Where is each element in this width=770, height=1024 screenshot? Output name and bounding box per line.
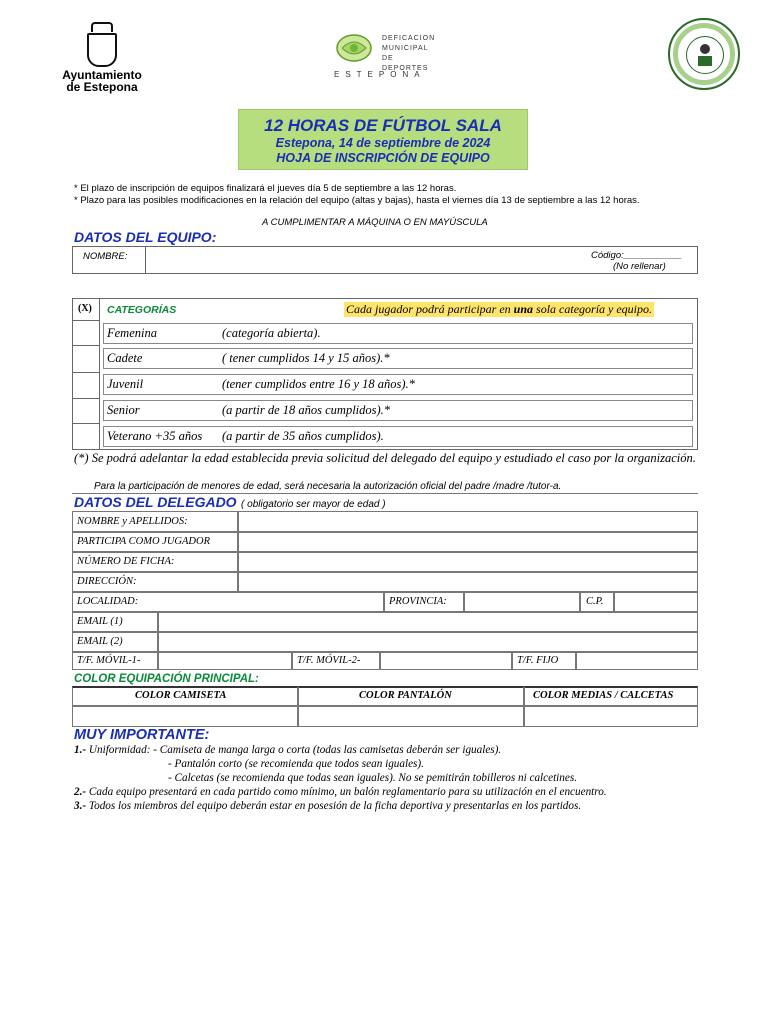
category-row bbox=[103, 426, 693, 447]
title-box bbox=[238, 109, 528, 170]
code-note: (No rellenar) bbox=[613, 261, 666, 272]
category-name: Senior bbox=[107, 403, 140, 417]
municipal-city: ESTEPONA bbox=[334, 70, 426, 79]
category-row bbox=[103, 400, 693, 421]
important-text-2: Cada equipo presentará en cada partido como mínimo, un balón reglamentario para su utilización en el encuentro. bbox=[88, 786, 607, 798]
delegate-email1-label-cell bbox=[72, 612, 158, 632]
important-line-5 bbox=[74, 800, 581, 812]
divider bbox=[72, 398, 100, 399]
event-date: Estepona, 14 de septiembre de 2024 bbox=[275, 136, 491, 150]
deadline-note: * El plazo de inscripción de equipos finalizará el jueves día 5 de septiembre a las 12 horas. bbox=[74, 183, 457, 194]
age-footnote: (*) Se podrá adelantar la edad establecida previa solicitud del delegado del equipo y estudiado el caso por la organización. bbox=[74, 451, 696, 465]
categories-header: CATEGORÍAS bbox=[107, 304, 177, 316]
team-name-label: NOMBRE: bbox=[83, 251, 128, 262]
divider bbox=[72, 423, 100, 424]
kit-socks-header bbox=[524, 686, 698, 706]
delegate-mobile1-label-cell bbox=[72, 652, 158, 670]
delegate-address-label: DIRECCIÓN: bbox=[77, 576, 137, 587]
category-rule bbox=[344, 302, 654, 317]
modification-note: * Plazo para las posibles modificaciones en la relación del equipo (altas y bajas), hasta el viernes día 13 de septiembre a las 12 horas. bbox=[74, 195, 640, 206]
important-line-3: - Calcetas (se recomienda que todas sean iguales). No se pemitirán tobilleros ni calcetines. bbox=[168, 772, 577, 784]
team-name-field[interactable] bbox=[145, 247, 585, 273]
delegate-mobile2-field[interactable] bbox=[380, 652, 512, 670]
association-emblem-icon bbox=[686, 36, 724, 74]
category-desc: (a partir de 18 años cumplidos).* bbox=[222, 403, 391, 417]
delegate-landline-field[interactable] bbox=[576, 652, 698, 670]
delegate-landline-label: T/F. FIJO bbox=[517, 655, 559, 666]
divider bbox=[72, 372, 100, 373]
category-rule-pre: Cada jugador podrá participar en bbox=[346, 302, 514, 316]
kit-socks-label: COLOR MEDIAS / CALCETAS bbox=[533, 690, 674, 701]
delegate-heading-note: ( obligatorio ser mayor de edad ) bbox=[241, 499, 386, 510]
delegate-email2-field[interactable] bbox=[158, 632, 698, 652]
important-line-4 bbox=[74, 786, 607, 798]
kit-shorts-label: COLOR PANTALÓN bbox=[359, 690, 452, 701]
category-desc: (a partir de 35 años cumplidos). bbox=[222, 429, 384, 443]
category-row bbox=[103, 348, 693, 369]
delegate-name-label: NOMBRE y APELLIDOS: bbox=[77, 516, 188, 527]
kit-shirt-field[interactable] bbox=[72, 706, 298, 727]
important-line-1 bbox=[74, 744, 501, 756]
delegate-mobile2-label-cell bbox=[292, 652, 380, 670]
ayuntamiento-logo bbox=[62, 22, 142, 92]
delegate-city-field[interactable] bbox=[72, 592, 384, 612]
coat-of-arms-icon bbox=[87, 33, 117, 67]
delegate-province-field[interactable] bbox=[464, 592, 580, 612]
category-desc: (tener cumplidos entre 16 y 18 años).* bbox=[222, 377, 415, 391]
category-desc: ( tener cumplidos 14 y 15 años).* bbox=[222, 351, 390, 365]
delegate-address-label-cell bbox=[72, 572, 238, 592]
category-name: Femenina bbox=[107, 326, 157, 340]
important-number-3: 3.- bbox=[74, 800, 89, 812]
delegate-landline-label-cell bbox=[512, 652, 576, 670]
delegate-section-heading: DATOS DEL DELEGADO bbox=[74, 494, 237, 510]
delegate-card-label: NÚMERO DE FICHA: bbox=[77, 556, 175, 567]
x-column-header: (X) bbox=[78, 303, 92, 314]
delegate-postal-label-cell bbox=[580, 592, 614, 612]
sports-association-logo bbox=[668, 18, 740, 90]
delegate-mobile1-label: T/F. MÓVIL-1- bbox=[77, 655, 141, 666]
category-rule-bold: una bbox=[513, 302, 534, 316]
delegate-card-field[interactable] bbox=[238, 552, 698, 572]
delegate-plays-label: PARTICIPA COMO JUGADOR bbox=[77, 536, 210, 547]
minors-note: Para la participación de menores de edad, será necesaria la autorización oficial del padre /madre /tutor-a. bbox=[94, 481, 562, 492]
category-name: Juvenil bbox=[107, 377, 144, 391]
municipal-line2: MUNICIPAL bbox=[382, 45, 429, 52]
delegate-province-label-cell bbox=[384, 592, 464, 612]
delegate-postal-field[interactable] bbox=[614, 592, 698, 612]
divider bbox=[72, 345, 100, 346]
checkbox-veterano[interactable] bbox=[78, 428, 94, 446]
delegate-address-field[interactable] bbox=[238, 572, 698, 592]
category-rule-post: sola categoría y equipo. bbox=[533, 302, 653, 316]
kit-shorts-field[interactable] bbox=[298, 706, 524, 727]
checkbox-femenina[interactable] bbox=[78, 324, 94, 342]
checkbox-juvenil[interactable] bbox=[78, 376, 94, 394]
delegate-heading-wrap bbox=[74, 494, 386, 512]
important-number-2: 2.- bbox=[74, 786, 89, 798]
divider bbox=[72, 320, 100, 321]
delegate-postal-label: C.P. bbox=[586, 596, 604, 607]
delegate-province-label: PROVINCIA: bbox=[389, 596, 447, 607]
team-box bbox=[72, 246, 698, 274]
important-text-3: Todos los miembros del equipo deberán estar en posesión de la ficha deportiva y presentarlas en los partidos. bbox=[88, 800, 582, 812]
category-row bbox=[103, 323, 693, 344]
crown-icon bbox=[91, 22, 113, 32]
delegate-mobile1-field[interactable] bbox=[158, 652, 292, 670]
category-name: Cadete bbox=[107, 351, 143, 365]
important-line-2: - Pantalón corto (se recomienda que todos sean iguales). bbox=[168, 758, 424, 770]
fill-instruction: A CUMPLIMENTAR A MÁQUINA O EN MAYÚSCULA bbox=[262, 217, 488, 228]
kit-socks-field[interactable] bbox=[524, 706, 698, 727]
delegate-email2-label: EMAIL (2) bbox=[77, 636, 123, 647]
checkbox-senior[interactable] bbox=[78, 402, 94, 420]
category-row bbox=[103, 374, 693, 395]
category-name: Veterano +35 años bbox=[107, 429, 203, 443]
delegate-name-label-cell bbox=[72, 511, 238, 532]
kit-shirt-label: COLOR CAMISETA bbox=[135, 690, 227, 701]
football-icon bbox=[334, 32, 374, 68]
delegate-city-label: LOCALIDAD: bbox=[77, 596, 139, 607]
municipal-sports-logo bbox=[330, 30, 440, 82]
category-desc: (categoría abierta). bbox=[222, 326, 321, 340]
kit-shorts-header bbox=[298, 686, 524, 706]
kit-shirt-header bbox=[72, 686, 298, 706]
code-label: Código:___________ bbox=[591, 250, 682, 261]
page-title: 12 HORAS DE FÚTBOL SALA bbox=[264, 116, 502, 135]
delegate-email1-label: EMAIL (1) bbox=[77, 616, 123, 627]
form-subtitle: HOJA DE INSCRIPCIÓN DE EQUIPO bbox=[276, 151, 490, 165]
delegate-card-label-cell bbox=[72, 552, 238, 572]
kit-section-heading: COLOR EQUIPACIÓN PRINCIPAL: bbox=[74, 673, 259, 685]
important-text-1: Uniformidad: - Camiseta de manga larga o corta (todas las camisetas deberán ser iguales). bbox=[88, 744, 502, 756]
delegate-mobile2-label: T/F. MÓVIL-2- bbox=[297, 655, 361, 666]
team-section-heading: DATOS DEL EQUIPO: bbox=[74, 229, 217, 245]
ayuntamiento-name-line1: Ayuntamiento bbox=[62, 68, 142, 82]
delegate-email1-field[interactable] bbox=[158, 612, 698, 632]
delegate-plays-label-cell bbox=[72, 532, 238, 552]
important-number-1: 1.- bbox=[74, 744, 89, 756]
checkbox-cadete[interactable] bbox=[78, 350, 94, 368]
municipal-line1: DEFICACION bbox=[382, 35, 436, 42]
important-heading: MUY IMPORTANTE: bbox=[74, 727, 210, 743]
delegate-name-field[interactable] bbox=[238, 511, 698, 532]
municipal-line3: DE DEPORTES bbox=[382, 55, 429, 72]
delegate-plays-field[interactable] bbox=[238, 532, 698, 552]
team-name-label-cell bbox=[73, 247, 146, 273]
ayuntamiento-name-line2: de Estepona bbox=[66, 80, 138, 94]
delegate-email2-label-cell bbox=[72, 632, 158, 652]
